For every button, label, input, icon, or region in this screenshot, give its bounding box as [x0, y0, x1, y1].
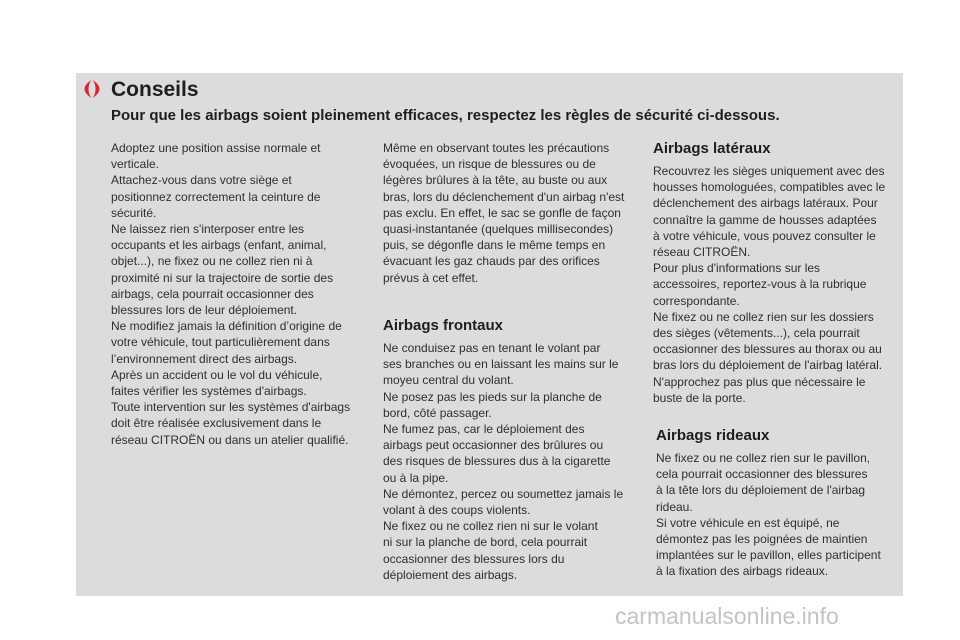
text-line: Si votre véhicule en est équipé, ne — [656, 515, 840, 530]
text-line: objet...), ne fixez ou ne collez rien ni à — [111, 254, 313, 269]
general-advice-column — [111, 140, 350, 448]
page-subtitle: Pour que les airbags soient pleinement efficaces, respectez les règles de sécurité ci-dessous. — [111, 107, 780, 124]
text-line: Ne laissez rien s'interposer entre les — [111, 222, 305, 237]
text-line: Recouvrez les sièges uniquement avec des — [653, 164, 885, 178]
text-line: Ne démontez, percez ou soumettez jamais le — [383, 486, 624, 501]
text-line: proximité ni sur la trajectoire de sortie des — [111, 270, 334, 285]
text-line: bras, lors du déclenchement d'un airbag n'est — [383, 189, 625, 204]
text-line: airbags peut occasionner des brûlures ou — [383, 438, 604, 453]
text-line: déclenchement des airbags latéraux. Pour — [653, 196, 878, 211]
text-line: volant à des coups violents. — [383, 503, 531, 518]
watermark: carmanualsonline.info — [615, 603, 839, 629]
side-airbags-text — [653, 163, 885, 406]
text-line: blessures lors de leur déploiement. — [111, 303, 298, 318]
text-line: N'approchez pas plus que nécessaire le — [653, 374, 866, 389]
text-line: rideau. — [656, 499, 693, 514]
text-line: puis, se dégonfle dans le même temps en — [383, 238, 606, 253]
side-airbags-heading: Airbags latéraux — [653, 140, 771, 157]
text-line: ses branches ou en laissant les mains sur le — [383, 357, 619, 372]
text-line: l’environnement direct des airbags. — [111, 351, 298, 366]
text-line: occasionner des blessures au thorax ou au — [653, 342, 882, 357]
text-line: correspondante. — [653, 293, 740, 308]
text-line: occupants et les airbags (enfant, animal, — [111, 238, 327, 253]
text-line: housses homologuées, compatibles avec le — [653, 180, 886, 195]
text-line: Après un accident ou le vol du véhicule, — [111, 367, 323, 382]
text-line: Ne fixez ou ne collez rien sur le pavillon, — [656, 451, 871, 465]
text-line: Ne conduisez pas en tenant le volant par — [383, 341, 601, 355]
text-line: des risques de blessures dus à la cigarette — [383, 454, 611, 469]
text-line: déploiement des airbags. — [383, 567, 518, 582]
text-line: à la tête lors du déploiement de l'airbag — [656, 483, 866, 498]
text-line: Pour plus d'informations sur les — [653, 261, 821, 276]
frontal-airbags-text — [383, 340, 623, 583]
text-line: bras lors du déploiement de l'airbag latéral. — [653, 358, 883, 373]
text-line: Toute intervention sur les systèmes d'airbags — [111, 400, 351, 415]
text-line: moyeu central du volant. — [383, 373, 514, 388]
text-line: positionnez correctement la ceinture de — [111, 189, 321, 204]
text-line: Ne fumez pas, car le déploiement des — [383, 422, 585, 437]
warning-icon — [82, 79, 102, 99]
text-line: occasionner des blessures lors du — [383, 551, 565, 566]
text-line: sécurité. — [111, 205, 157, 220]
text-line: Ne fixez ou ne collez rien sur les dossiers — [653, 309, 874, 324]
text-line: faites vérifier les systèmes d'airbags. — [111, 384, 307, 399]
text-line: évoquées, un risque de blessures ou de — [383, 157, 596, 172]
risk-intro-column — [383, 140, 624, 286]
text-line: prévus à cet effet. — [383, 270, 479, 285]
text-line: cela pourrait occasionner des blessures — [656, 467, 868, 482]
text-line: Même en observant toutes les précautions — [383, 141, 610, 155]
text-line: accessoires, reportez-vous à la rubrique — [653, 277, 867, 292]
text-line: Ne modifiez jamais la définition d’origine de — [111, 319, 342, 334]
text-line: ou à la pipe. — [383, 470, 449, 485]
text-line: verticale. — [111, 157, 160, 172]
text-line: réseau CITROËN ou dans un atelier qualifié. — [111, 432, 349, 447]
text-line: connaître la gamme de housses adaptées — [653, 212, 877, 227]
text-line: des sièges (vêtements...), cela pourrait — [653, 326, 860, 341]
text-line: légères brûlures à la tête, au buste ou aux — [383, 173, 608, 188]
curtain-airbags-heading: Airbags rideaux — [656, 427, 770, 444]
text-line: airbags, cela pourrait occasionner des — [111, 286, 314, 301]
text-line: Attachez-vous dans votre siège et — [111, 173, 292, 188]
text-line: à la fixation des airbags rideaux. — [656, 564, 829, 579]
text-line: réseau CITROËN. — [653, 245, 751, 260]
text-line: buste de la porte. — [653, 390, 746, 405]
text-line: bord, côté passager. — [383, 405, 492, 420]
text-line: Ne posez pas les pieds sur la planche de — [383, 389, 602, 404]
text-line: doit être réalisée exclusivement dans le — [111, 416, 322, 431]
page-title: Conseils — [111, 78, 199, 101]
text-line: à votre véhicule, vous pouvez consulter le — [653, 228, 876, 243]
text-line: ni sur la planche de bord, cela pourrait — [383, 535, 588, 550]
text-line: quasi-instantanée (quelques millisecondes) — [383, 222, 614, 237]
text-line: votre véhicule, tout particulièrement dans — [111, 335, 330, 350]
text-line: Adoptez une position assise normale et — [111, 141, 321, 155]
text-line: implantées sur le pavillon, elles participent — [656, 548, 881, 563]
text-line: Ne fixez ou ne collez rien ni sur le volant — [383, 519, 598, 534]
text-line: démontez pas les poignées de maintien — [656, 532, 868, 547]
curtain-airbags-text — [656, 450, 881, 580]
text-line: évacuant les gaz chauds par des orifices — [383, 254, 600, 269]
frontal-airbags-heading: Airbags frontaux — [383, 317, 504, 334]
text-line: pas exclu. En effet, le sac se gonfle de façon — [383, 205, 621, 220]
